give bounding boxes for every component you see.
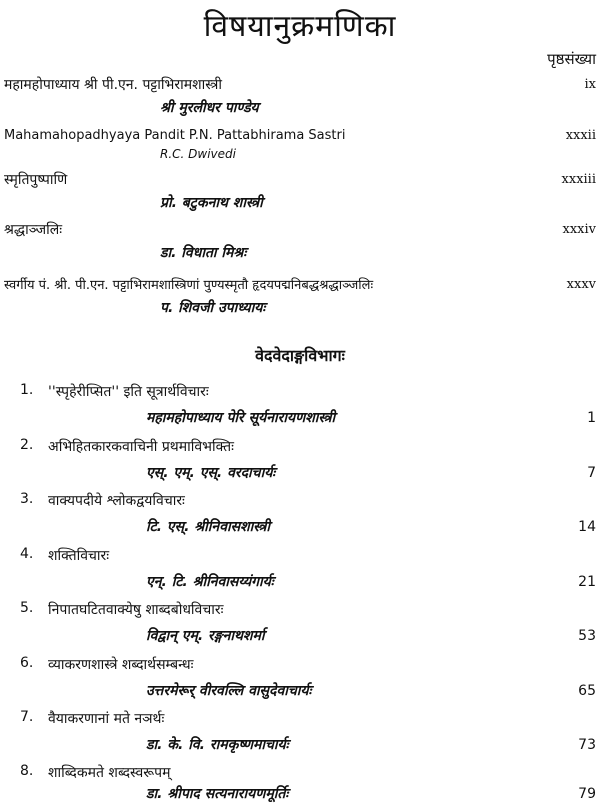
- chapter-author: एस्. एम्. एस्. वरदाचार्यः: [146, 465, 276, 481]
- chapter-title: शाब्दिकमते शब्दस्वरूपम्: [48, 765, 171, 781]
- chapter-title: निपातघटितवाक्येषु शाब्दबोधविचारः: [48, 602, 224, 618]
- entry-page: xxxii: [565, 128, 596, 143]
- chapter-page: 7: [587, 465, 596, 481]
- chapter-author: एन्. टि. श्रीनिवासय्यंगार्यः: [146, 574, 274, 590]
- chapter-page: 79: [578, 786, 596, 802]
- chapter-number: 8.: [20, 763, 34, 779]
- chapter-author: डा. के. वि. रामकृष्णमाचार्यः: [146, 737, 289, 753]
- chapter-number: 4.: [20, 546, 34, 562]
- chapter-number: 7.: [20, 709, 34, 725]
- entry-author: श्री मुरलीधर पाण्डेय: [160, 100, 259, 116]
- entry-page: ix: [584, 77, 596, 92]
- chapter-page: 1: [587, 410, 596, 426]
- entry-author: प्रो. बटुकनाथ शास्त्री: [160, 195, 263, 211]
- chapter-number: 3.: [20, 491, 34, 507]
- chapter-author: उत्तरमेरूर् वीरवल्लि वासुदेवाचार्यः: [146, 683, 312, 699]
- chapter-number: 6.: [20, 655, 34, 671]
- chapter-page: 65: [578, 683, 596, 699]
- entry-title: स्वर्गीय पं. श्री. पी.एन. पट्टाभिरामशास्त्रिणां पुण्यस्मृतौ हृदयपद्मनिबद्धश्रद्धाञ्जलिः: [4, 278, 374, 293]
- chapter-author: टि. एस्. श्रीनिवासशास्त्री: [146, 519, 271, 535]
- chapter-number: 5.: [20, 600, 34, 616]
- entry-title: महामहोपाध्याय श्री पी.एन. पट्टाभिरामशास्त्री: [4, 77, 223, 93]
- chapter-title: वाक्यपदीये श्लोकद्वयविचारः: [48, 493, 185, 509]
- page-number-column-header: पृष्ठसंख्या: [547, 50, 596, 68]
- chapter-page: 73: [578, 737, 596, 753]
- entry-title: श्रद्धाञ्जलिः: [4, 222, 63, 238]
- chapter-page: 21: [578, 574, 596, 590]
- chapter-title: अभिहितकारकवाचिनी प्रथमाविभक्तिः: [48, 439, 234, 455]
- chapter-title: व्याकरणशास्त्रे शब्दार्थसम्बन्धः: [48, 657, 194, 673]
- chapter-number: 2.: [20, 437, 34, 453]
- entry-title: स्मृतिपुष्पाणि: [4, 172, 68, 188]
- chapter-number: 1.: [20, 382, 34, 398]
- entry-page: xxxiv: [562, 222, 596, 237]
- chapter-title: वैयाकरणानां मते नञर्थः: [48, 711, 165, 727]
- page-title: विषयानुक्रमणिका: [203, 9, 397, 44]
- chapter-page: 53: [578, 628, 596, 644]
- chapter-title: ''स्पृहेरीप्सित'' इति सूत्रार्थविचारः: [48, 384, 209, 400]
- entry-author: प. शिवजी उपाध्यायः: [160, 300, 266, 316]
- entry-page: xxxv: [566, 277, 596, 292]
- chapter-title: शक्तिविचारः: [48, 548, 110, 564]
- chapter-author: डा. श्रीपाद सत्यनारायणमूर्तिः: [146, 786, 289, 802]
- entry-author: R.C. Dwivedi: [160, 147, 236, 161]
- entry-author: डा. विधाता मिश्रः: [160, 245, 247, 261]
- entry-title: Mahamahopadhyaya Pandit P.N. Pattabhirama Sastri: [4, 128, 346, 143]
- section-heading: वेदवेदाङ्गविभागः: [255, 346, 345, 365]
- chapter-author: महामहोपाध्याय पेरि सूर्यनारायणशास्त्री: [146, 410, 336, 426]
- chapter-author: विद्वान् एम्. रङ्गनाथशर्मा: [146, 628, 265, 644]
- chapter-page: 14: [578, 519, 596, 535]
- entry-page: xxxiii: [561, 172, 596, 187]
